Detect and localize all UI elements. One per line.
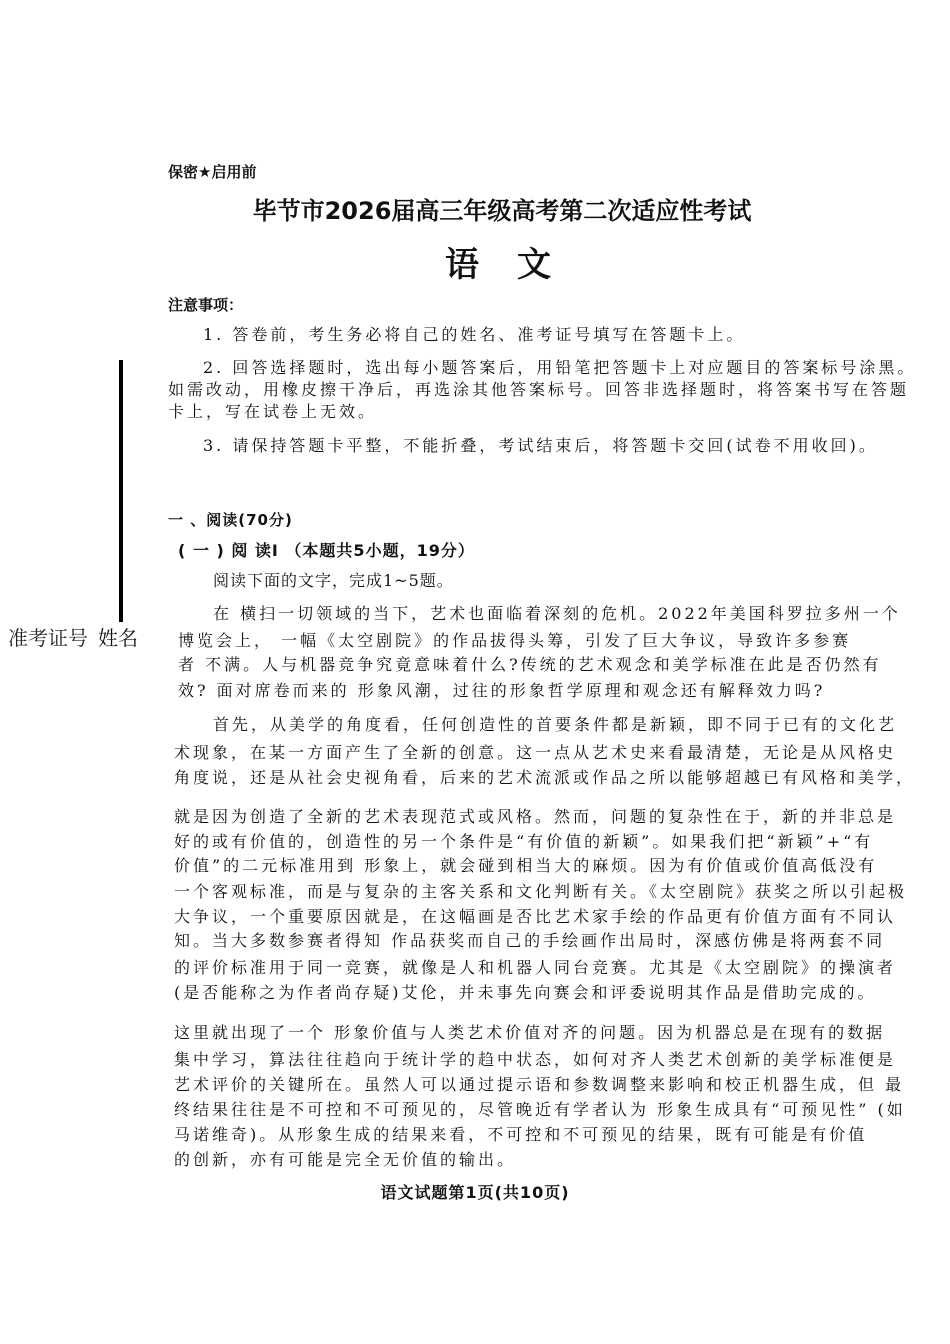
section-heading: 一 、阅读(70分) [168, 511, 293, 529]
paragraph-line: 效? 面对席卷而来的 形象风潮，过往的形象哲学原理和观念还有解释效力吗? [178, 681, 826, 700]
notice-item-2-cont: 卡上，写在试卷上无效。 [168, 402, 378, 421]
paragraph-line: 终结果往往是不可控和不可预见的，尽管晚近有学者认为 形象生成具有“可预见性” (如 [174, 1100, 906, 1119]
exam-title: 毕节市2026届高三年级高考第二次适应性考试 [252, 197, 752, 225]
paragraph-line: 大争议，一个重要原因就是，在这幅画是否比艺术家手绘的作品更有价值方面有不同认 [174, 907, 897, 926]
subject-title: 语文 [445, 245, 589, 285]
reading-instruction: 阅读下面的文字，完成1~5题。 [213, 571, 454, 590]
paragraph-line: (是否能称之为作者尚存疑)艾伦，并未事先向赛会和评委说明其作品是借助完成的。 [174, 983, 877, 1002]
paragraph-line: 一个客观标准，而是与复杂的主客关系和文化判断有关。《太空剧院》获奖之所以引起极 [174, 882, 908, 901]
paragraph-line: 博览会上， 一幅《太空剧院》的作品拔得头筹，引发了巨大争议，导致许多参赛 [178, 631, 852, 650]
notice-item-2: 2. 回答选择题时，选出每小题答案后，用铅笔把答题卡上对应题目的答案标号涂黑。 [203, 358, 917, 377]
paragraph-line: 这里就出现了一个 形象价值与人类艺术价值对齐的问题。因为机器总是在现有的数据 [174, 1023, 886, 1042]
page-footer: 语文试题第1页(共10页) [380, 1183, 570, 1202]
exam-number-field-label: 准考证号 [8, 628, 88, 650]
paragraph-line: 马诺维奇)。从形象生成的结果来看，不可控和不可预见的结果，既有可能是有价值 [174, 1125, 868, 1144]
paragraph-line: 价值”的二元标准用到 形象上，就会碰到相当大的麻烦。因为有价值或价值高低没有 [174, 856, 878, 875]
paragraph-line: 艺术评价的关键所在。虽然人可以通过提示语和参数调整来影响和校正机器生成，但 最 [174, 1075, 905, 1094]
binding-line [119, 360, 123, 622]
notice-heading: 注意事项： [168, 296, 244, 314]
paragraph-line: 首先，从美学的角度看，任何创造性的首要条件都是新颖，即不同于已有的文化艺 [213, 715, 898, 734]
paragraph-line: 就是因为创造了全新的艺术表现范式或风格。然而，问题的复杂性在于，新的并非总是 [174, 807, 897, 826]
paragraph-line: 的创新，亦有可能是完全无价值的输出。 [174, 1150, 517, 1169]
paragraph-line: 的评价标准用于同一竞赛，就像是人和机器人同台竞赛。尤其是《太空剧院》的操演者 [174, 958, 897, 977]
notice-item-2-cont: 如需改动，用橡皮擦干净后，再选涂其他答案标号。回答非选择题时，将答案书写在答题 [168, 380, 910, 399]
subsection-heading: ( 一 ) 阅 读I （本题共5小题，19分） [178, 541, 475, 560]
paragraph-line: 在 横扫一切领域的当下，艺术也面临着深刻的危机。2022年美国科罗拉多州一个 [213, 604, 901, 623]
paragraph-line: 好的或有价值的，创造性的另一个条件是“有价值的新颖”。如果我们把“新颖”+“有 [174, 832, 874, 851]
paragraph-line: 知。当大多数参赛者得知 作品获奖而自己的手绘画作出局时，深感仿佛是将两套不同 [174, 931, 886, 950]
paragraph-line: 角度说，还是从社会史视角看，后来的艺术流派或作品之所以能够超越已有风格和美学， [174, 768, 916, 787]
notice-item-3: 3. 请保持答题卡平整，不能折叠，考试结束后，将答题卡交回(试卷不用收回)。 [203, 436, 878, 455]
name-field-label: 姓名 [98, 628, 138, 650]
paragraph-line: 集中学习，算法往往趋向于统计学的趋中状态，如何对齐人类艺术创新的美学标准便是 [174, 1050, 897, 1069]
notice-item-1: 1. 答卷前，考生务必将自己的姓名、准考证号填写在答题卡上。 [203, 325, 746, 344]
confidential-label: 保密★启用前 [168, 163, 257, 181]
paragraph-line: 术现象，在某一方面产生了全新的创意。这一点从艺术史来看最清楚，无论是从风格史 [174, 743, 897, 762]
paragraph-line: 者 不满。人与机器竞争究竟意味着什么?传统的艺术观念和美学标准在此是否仍然有 [178, 655, 882, 674]
